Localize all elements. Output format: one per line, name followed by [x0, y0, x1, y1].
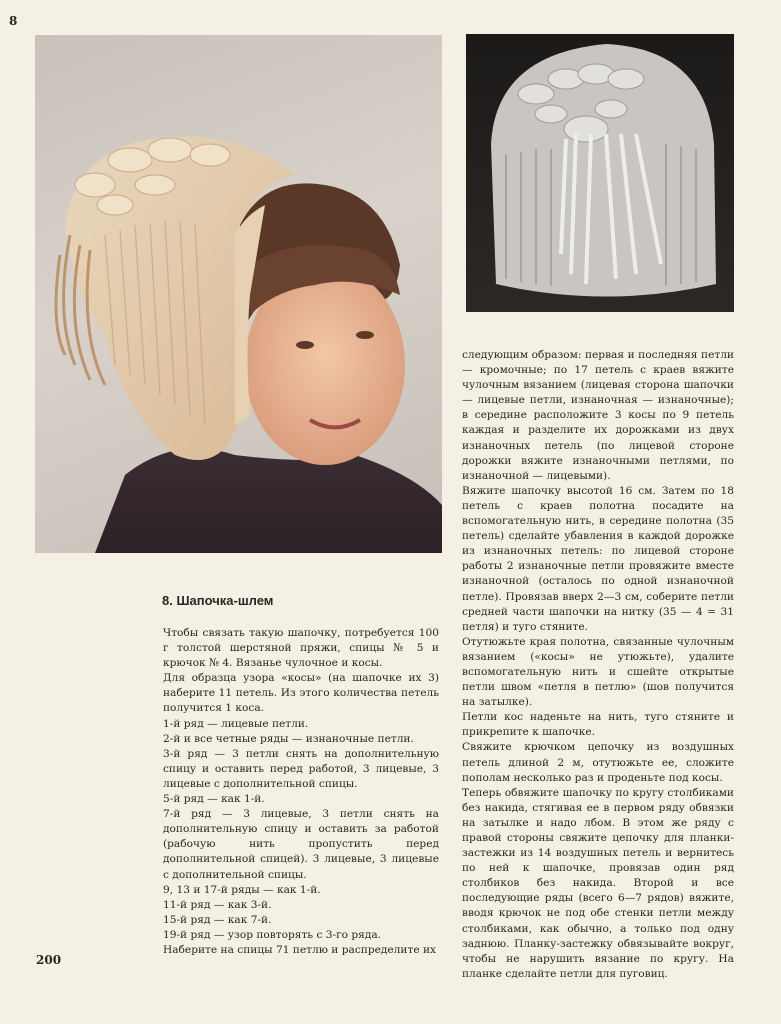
paragraph: 7-й ряд — 3 лицевые, 3 петли снять на дополнительную спицу и оставить за работой (рабочую нить пропустить перед дополнительной спицей). 3 лицевые, 3 лицевые с дополнительной спицы. [163, 808, 439, 881]
paragraph: 2-й и все четные ряды — изнаночные петли. [163, 732, 414, 745]
paragraph: Наберите на спицы 71 петлю и распределите их [163, 943, 436, 956]
photo-child-in-hat [35, 35, 442, 553]
paragraph: Для образца узора «косы» (на шапочке их 3) наберите 11 петель. Из этого количества петель получится 1 коса. [163, 672, 439, 715]
paragraph: 11-й ряд — как 3-й. [163, 898, 272, 911]
paragraph: 15-й ряд — как 7-й. [163, 913, 272, 926]
paragraph: Вяжите шапочку высотой 16 см. Затем по 18 петель с краев полотна посадите на вспомогательную нить, в середине полотна (35 петель) сделайте убавления в каждой дорожке из изнаночных петель: по лицевой стороне работы 2 изнаночные петли провяжите вместе изнаночной (осталось по одной изнаночной петле). Провязав вверх 2—3 см, соберите петли средней части шапочки на нитку (35 — 4 = 31 петля) и туго стяните. [462, 484, 734, 633]
right-text-column [462, 348, 734, 982]
paragraph: следующим образом: первая и последняя петли — кромочные; по 17 петель с краев вяжите чулочным вязанием (лицевая сторона шапочки — лицевые петли, изнаночная — изнаночные); в середине расположите 3 косы по 9 петель каждая и разделите их дорожками из двух изнаночных петель (по лицевой стороне дорожки вяжите изнаночными петлями, по изнаночной — лицевыми). [462, 349, 734, 482]
paragraph: Теперь обвяжите шапочку по кругу столбиками без накида, стягивая ее в первом ряду обвязки на затылке и надо лбом. В этом же ряду с правой стороны свяжите цепочку для планки-застежки из 14 воздушных петель и вернитесь по ней к шапочке, провязав один ряд столбиков без накида. Второй и все последующие ряды (всего 6—7 рядов) вяжите, вводя крючок не под обе стенки петли между столбиками, как обычно, а только под одну заднюю. Планку-застежку обвязывайте вокруг, чтобы не нарушить вязание по кругу. На планке сделайте петли для пуговиц. [462, 786, 734, 980]
left-text-column [163, 626, 439, 958]
paragraph: Свяжите крючком цепочку из воздушных петель длиной 2 м, отутюжьте ее, сложите пополам несколько раз и проденьте под косы. [462, 741, 734, 784]
section-heading: 8. Шапочка-шлем [162, 593, 274, 608]
paragraph: 1-й ряд — лицевые петли. [163, 717, 309, 730]
paragraph: 3-й ряд — 3 петли снять на дополнительную спицу и оставить перед работой, 3 лицевые, 3 лицевые с дополнительной спицы. [163, 747, 439, 790]
paragraph: Чтобы связать такую шапочку, потребуется 100 г толстой шерстяной пряжи, спицы № 5 и крючок № 4. Вязанье чулочное и косы. [163, 627, 439, 670]
page-number-bottom: 200 [36, 953, 62, 967]
paragraph: 9, 13 и 17-й ряды — как 1-й. [163, 883, 321, 896]
photo-hat-closeup [466, 34, 734, 312]
paragraph: 19-й ряд — узор повторять с 3-го ряда. [163, 928, 382, 941]
page-number-top: 8 [9, 14, 18, 28]
paragraph: Отутюжьте края полотна, связанные чулочным вязанием («косы» не утюжьте), удалите вспомогательную нить и сшейте открытые петли швом «петля в петлю» (шов получится на затылке). [462, 635, 734, 709]
paragraph: 5-й ряд — как 1-й. [163, 793, 265, 806]
paragraph: Петли кос наденьте на нить, туго стяните и прикрепите к шапочке. [462, 711, 734, 739]
